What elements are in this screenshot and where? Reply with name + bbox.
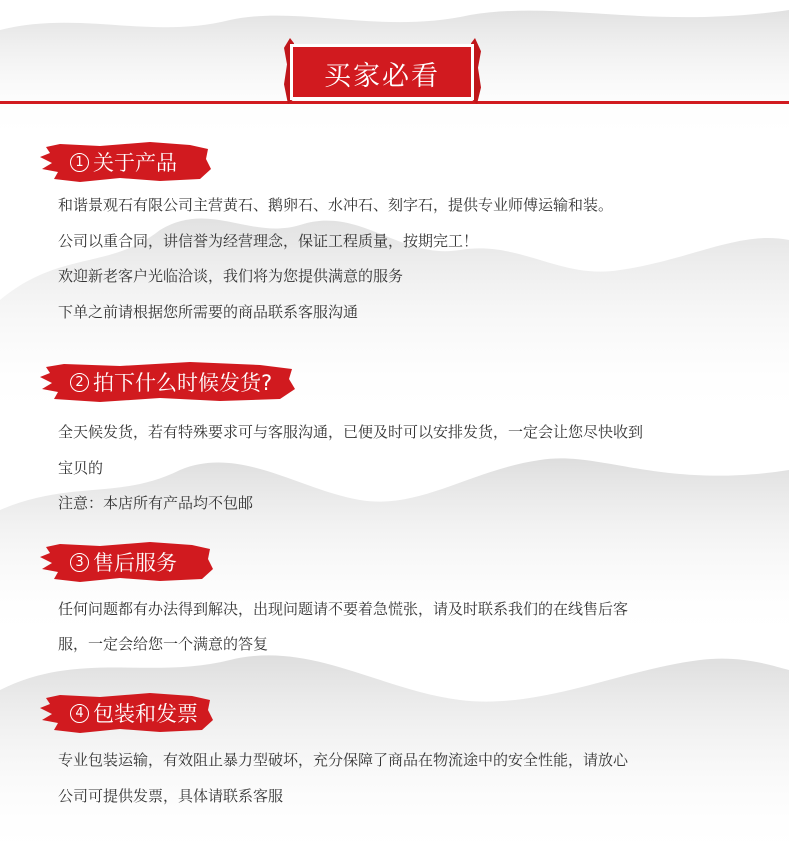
section-number-badge: 3 bbox=[70, 553, 89, 572]
text-line: 公司可提供发票，具体请联系客服 bbox=[58, 787, 284, 805]
section-heading-products bbox=[40, 139, 212, 185]
header-divider bbox=[0, 101, 789, 104]
section-number-badge: 4 bbox=[70, 704, 89, 723]
text-line: 宝贝的 bbox=[58, 459, 104, 477]
text-line: 欢迎新老客户光临洽谈，我们将为您提供满意的服务 bbox=[58, 267, 404, 285]
text-line: 下单之前请根据您所需要的商品联系客服沟通 bbox=[58, 303, 359, 321]
text-line: 专业包装运输，有效阻止暴力型破坏，充分保障了商品在物流途中的安全性能，请放心 bbox=[58, 751, 629, 769]
text-line: 注意：本店所有产品均不包邮 bbox=[58, 494, 254, 512]
text-line: 和谐景观石有限公司主营黄石、鹅卵石、水冲石、刻字石，提供专业师傅运输和装。 bbox=[58, 196, 614, 214]
text-line: 全天候发货，若有特殊要求可与客服沟通，已便及时可以安排发货，一定会让您尽快收到 bbox=[58, 423, 644, 441]
section-number-badge: 2 bbox=[70, 373, 89, 392]
text-line: 任何问题都有办法得到解决，出现问题请不要着急慌张，请及时联系我们的在线售后客 bbox=[58, 600, 629, 618]
section-title: 拍下什么时候发货? bbox=[93, 371, 273, 395]
text-line: 服，一定会给您一个满意的答复 bbox=[58, 635, 269, 653]
section-title: 售后服务 bbox=[93, 551, 177, 575]
section-title: 包装和发票 bbox=[93, 702, 198, 726]
section-heading-shipping bbox=[40, 359, 296, 405]
section-heading-packaging bbox=[40, 690, 214, 736]
section-number-badge: 1 bbox=[70, 153, 89, 172]
section-title: 关于产品 bbox=[93, 151, 177, 175]
section-heading-after-sales bbox=[40, 539, 214, 585]
page-title bbox=[290, 44, 474, 100]
page-title-text: 买家必看 bbox=[324, 60, 440, 92]
text-line: 公司以重合同，讲信誉为经营理念，保证工程质量，按期完工！ bbox=[58, 232, 479, 250]
